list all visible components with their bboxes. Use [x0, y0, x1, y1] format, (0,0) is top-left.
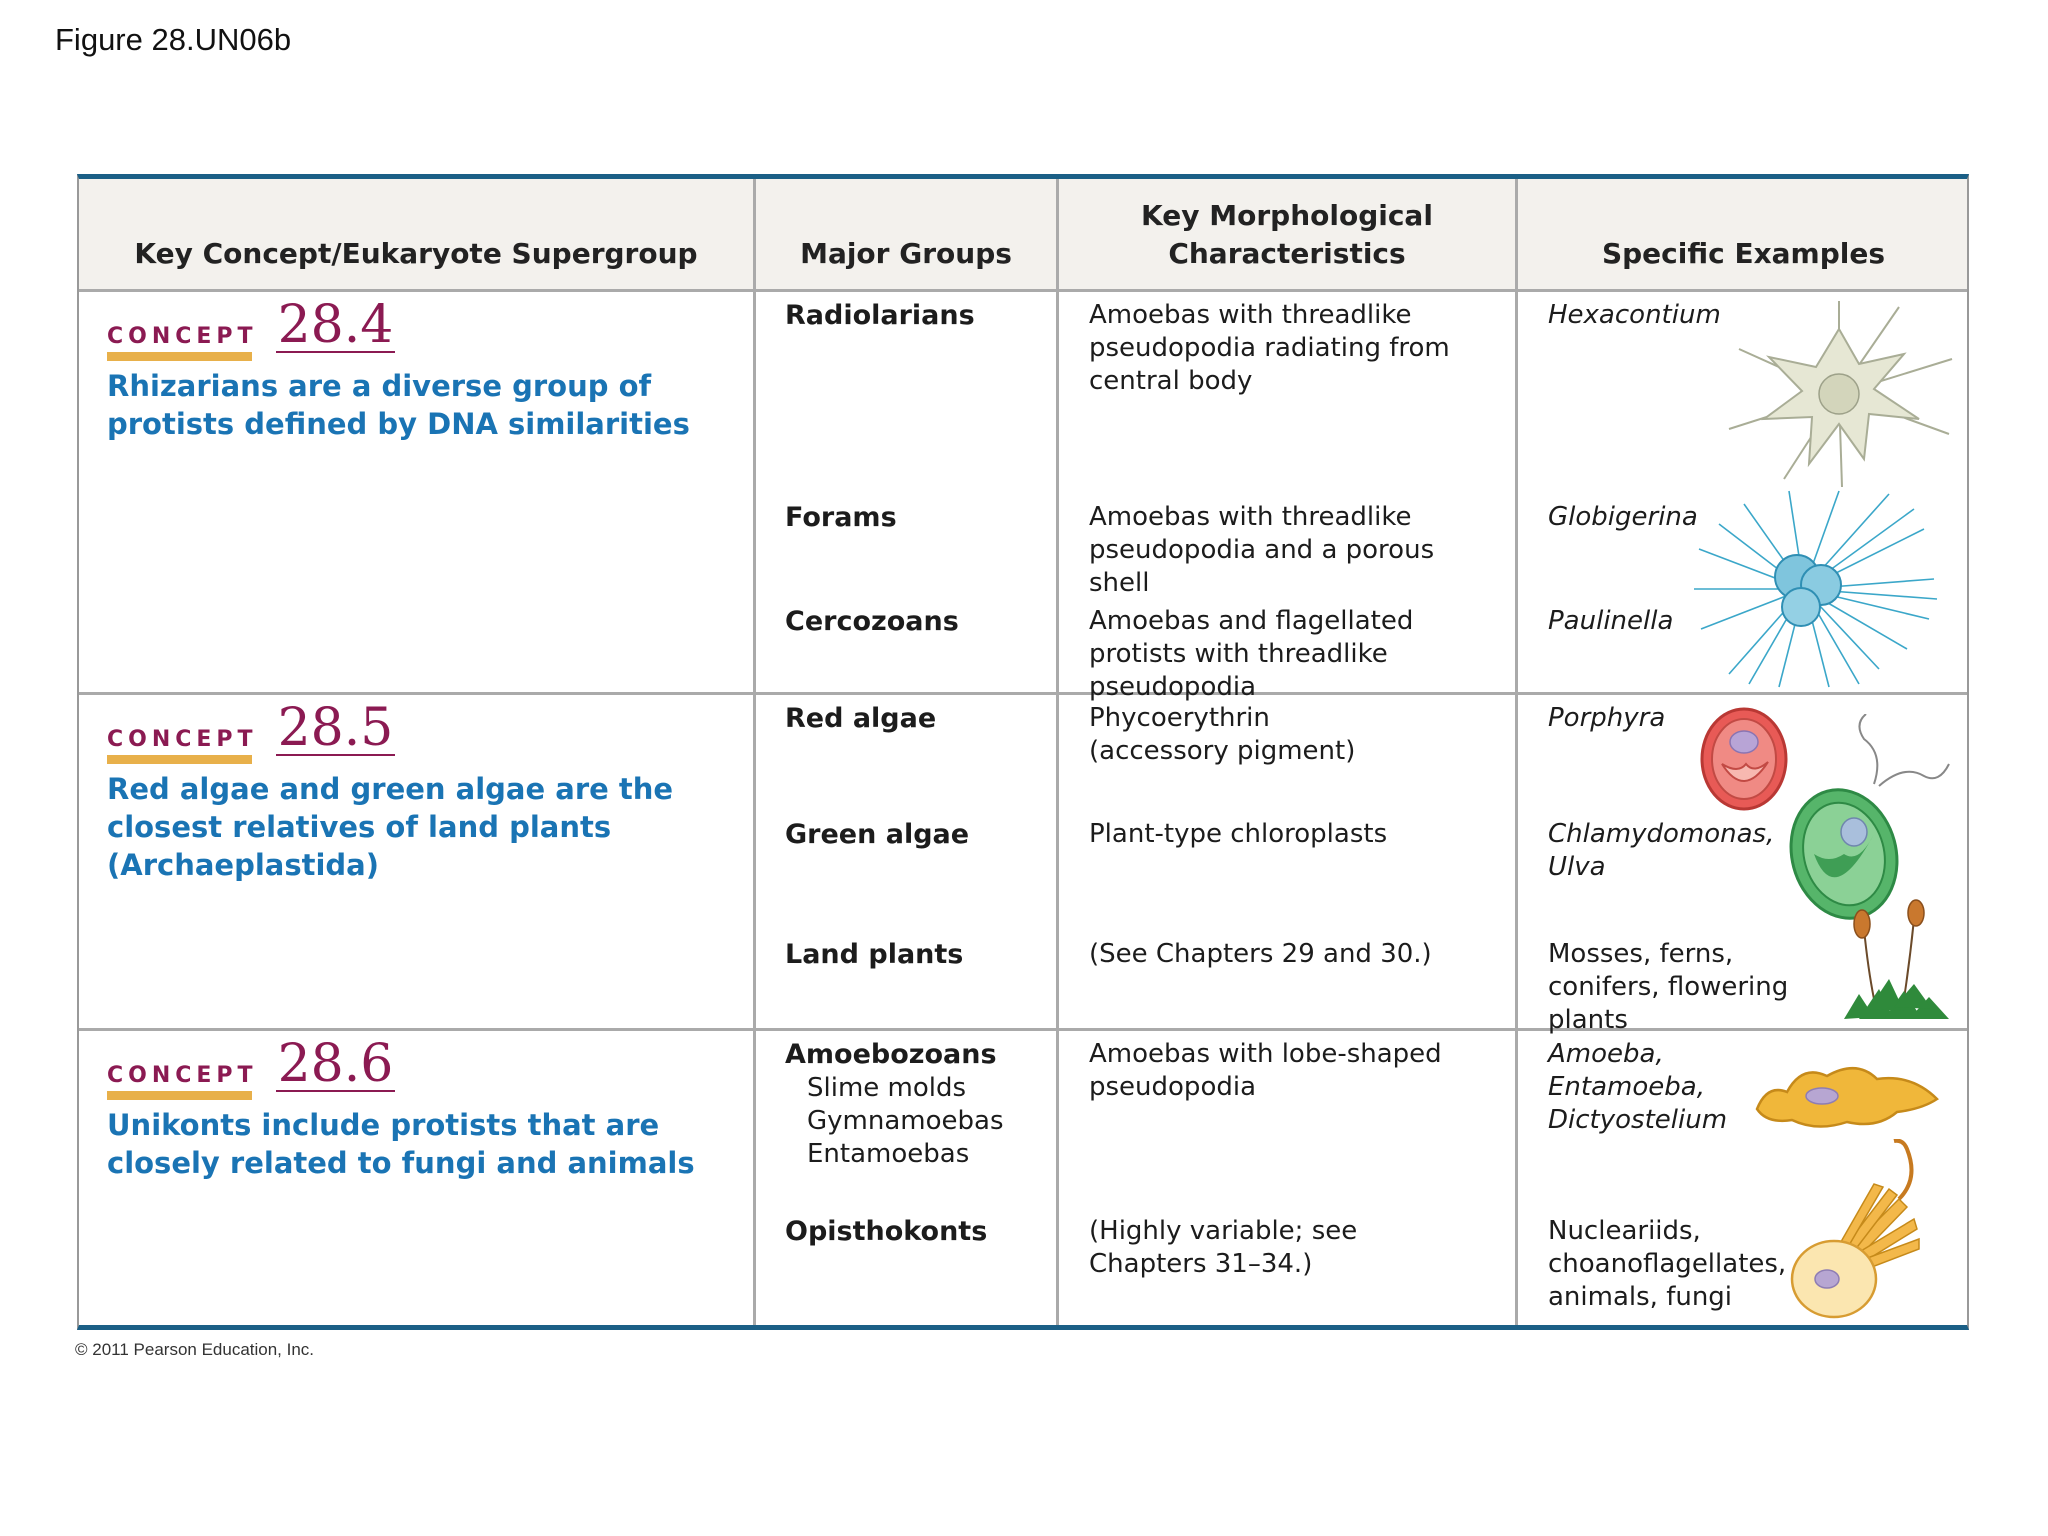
example-line: Amoeba,: [1548, 1039, 1664, 1069]
characteristics-line: Phycoerythrin: [1089, 703, 1270, 733]
subgroup: Gymnamoebas: [807, 1106, 1004, 1136]
concept-label: CONCEPT: [107, 727, 258, 756]
characteristics-land-plants: (See Chapters 29 and 30.): [1089, 939, 1432, 969]
example-line: Chlamydomonas,: [1548, 819, 1775, 849]
header-concept: Key Concept/Eukaryote Supergroup: [134, 237, 698, 270]
concept-statement: Rhizarians are a diverse group of protists defined by DNA similarities: [107, 369, 690, 441]
amoeba-illustration: [1747, 1054, 1947, 1134]
example-cercozoans: Paulinella: [1548, 606, 1674, 636]
characteristics-forams: Amoebas with threadlike pseudopodia and a porous shell: [1089, 502, 1435, 598]
concept-number: 28.4: [277, 295, 394, 355]
concept-28-5: [107, 698, 747, 884]
concept-28-4: [107, 295, 747, 443]
globigerina-illustration: [1689, 489, 1939, 689]
header-examples: Specific Examples: [1601, 237, 1886, 270]
copyright-notice: © 2011 Pearson Education, Inc.: [75, 1340, 315, 1359]
concept-label: CONCEPT: [107, 324, 258, 353]
choanoflagellate-illustration: [1779, 1139, 1949, 1329]
subgroup: Slime molds: [807, 1073, 967, 1103]
group-forams: Forams: [785, 502, 897, 533]
group-opisthokonts: Opisthokonts: [785, 1216, 988, 1247]
example-green-algae: [1548, 818, 1774, 884]
concept-statement: Unikonts include protists that are closely related to fungi and animals: [107, 1108, 695, 1180]
group-name: Amoebozoans: [785, 1039, 997, 1070]
hexacontium-illustration: [1724, 299, 1954, 489]
example-land-plants: Mosses, ferns, conifers, flowering plants: [1548, 939, 1789, 1035]
row-divider: [79, 289, 1967, 292]
characteristics-radiolarians: Amoebas with threadlike pseudopodia radiating from central body: [1089, 300, 1450, 396]
group-cercozoans: Cercozoans: [785, 606, 959, 637]
example-forams: Globigerina: [1548, 502, 1698, 532]
column-divider: [753, 179, 756, 1325]
example-opisthokonts: Nucleariids, choanoflagellates, animals, fungi: [1548, 1216, 1787, 1312]
example-line: Ulva: [1548, 852, 1606, 882]
moss-illustration: [1834, 899, 1954, 1024]
figure-title: Figure 28.UN06b: [55, 22, 292, 57]
header-characteristics: Key Morphological Characteristics: [1141, 199, 1433, 270]
group-green-algae: Green algae: [785, 819, 970, 850]
example-line: Entamoeba,: [1548, 1072, 1705, 1102]
characteristics-cercozoans: Amoebas and flagellated protists with threadlike pseudopodia: [1089, 606, 1414, 702]
example-radiolarians: Hexacontium: [1548, 300, 1721, 330]
concept-label: CONCEPT: [107, 1063, 258, 1092]
subgroup: Entamoebas: [807, 1139, 970, 1169]
characteristics-amoebozoans: Amoebas with lobe-shaped pseudopodia: [1089, 1039, 1442, 1102]
group-red-algae: Red algae: [785, 703, 937, 734]
characteristics-green-algae: Plant-type chloroplasts: [1089, 819, 1388, 849]
characteristics-red-algae: [1089, 702, 1489, 768]
column-divider: [1515, 179, 1518, 1325]
group-amoebozoans: [785, 1038, 1045, 1171]
characteristics-line: (accessory pigment): [1089, 736, 1356, 766]
example-amoebozoans: [1548, 1038, 1727, 1137]
concept-number: 28.6: [277, 1034, 394, 1094]
chlamydomonas-illustration: [1774, 714, 1954, 924]
characteristics-opisthokonts: (Highly variable; see Chapters 31–34.): [1089, 1216, 1358, 1279]
concept-statement: Red algae and green algae are the closest relatives of land plants (Archaeplastida): [107, 772, 674, 882]
concept-28-6: [107, 1034, 717, 1182]
row-divider: [79, 692, 1967, 695]
group-radiolarians: Radiolarians: [785, 300, 975, 331]
example-line: Dictyostelium: [1548, 1105, 1728, 1135]
header-major-groups: Major Groups: [800, 237, 1012, 270]
column-divider: [1056, 179, 1059, 1325]
supergroup-table: [77, 174, 1969, 1330]
group-land-plants: Land plants: [785, 939, 964, 970]
example-red-algae: Porphyra: [1548, 703, 1666, 733]
concept-number: 28.5: [277, 698, 394, 758]
